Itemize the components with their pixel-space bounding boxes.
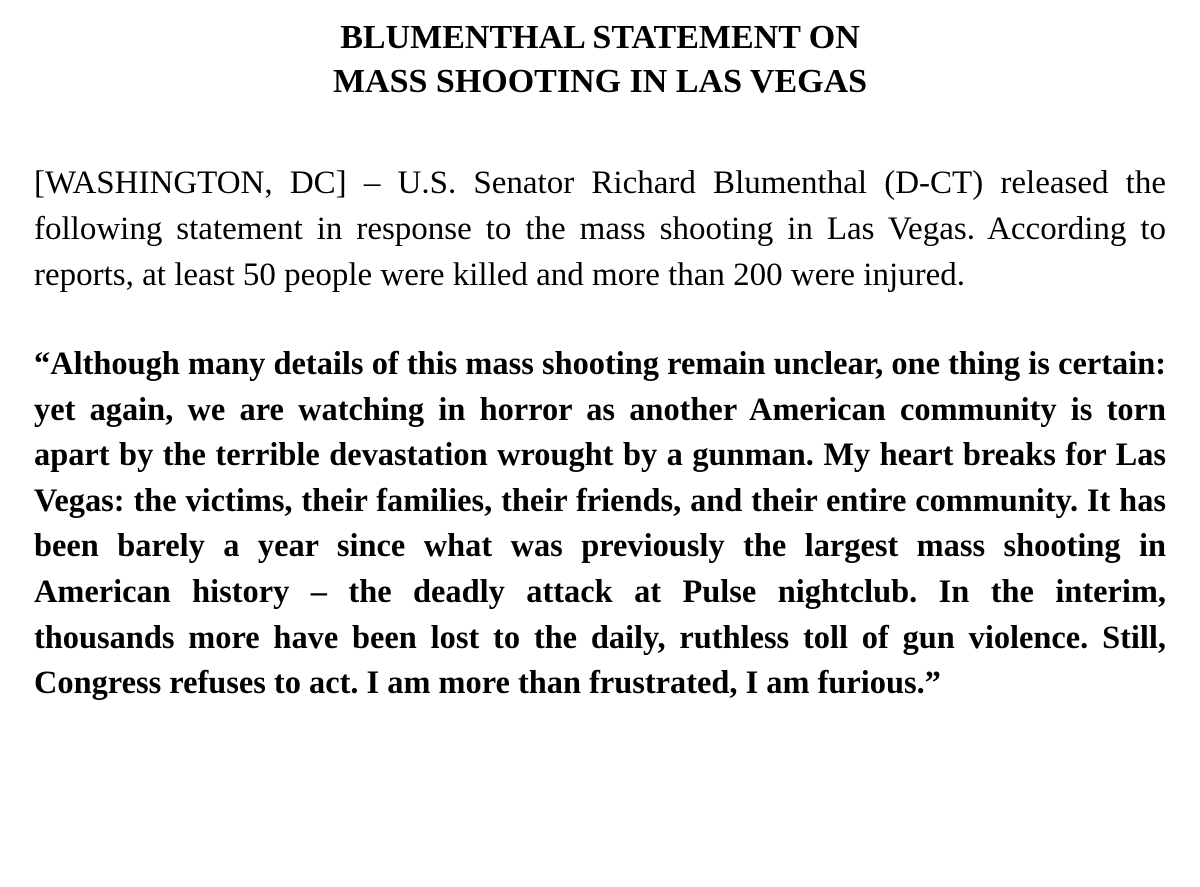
- title-line-2: MASS SHOOTING IN LAS VEGAS: [332, 63, 868, 100]
- press-release: [34, 16, 1166, 707]
- intro-paragraph: [WASHINGTON, DC] – U.S. Senator Richard Blumenthal (D-CT) released the following statement in response to the mass shooting in Las Vegas. According to reports, at least 50 people were killed and more than 200 were injured.: [34, 165, 1166, 293]
- quote-paragraph: “Although many details of this mass shooting remain unclear, one thing is certain: yet again, we are watching in horror as another American community is torn apart by the terrible devastation wrought by a gunman. My heart breaks for Las Vegas: the victims, their families, their friends, and their entire community. It has been barely a year since what was previously the largest mass shooting in American history – the deadly attack at Pulse nightclub. In the interim, thousands more have been lost to the daily, ruthless toll of gun violence. Still, Congress refuses to act. I am more than frustrated, I am furious.”: [34, 346, 1166, 702]
- title-line-1: BLUMENTHAL STATEMENT ON: [340, 19, 860, 56]
- page-title: [34, 16, 1166, 104]
